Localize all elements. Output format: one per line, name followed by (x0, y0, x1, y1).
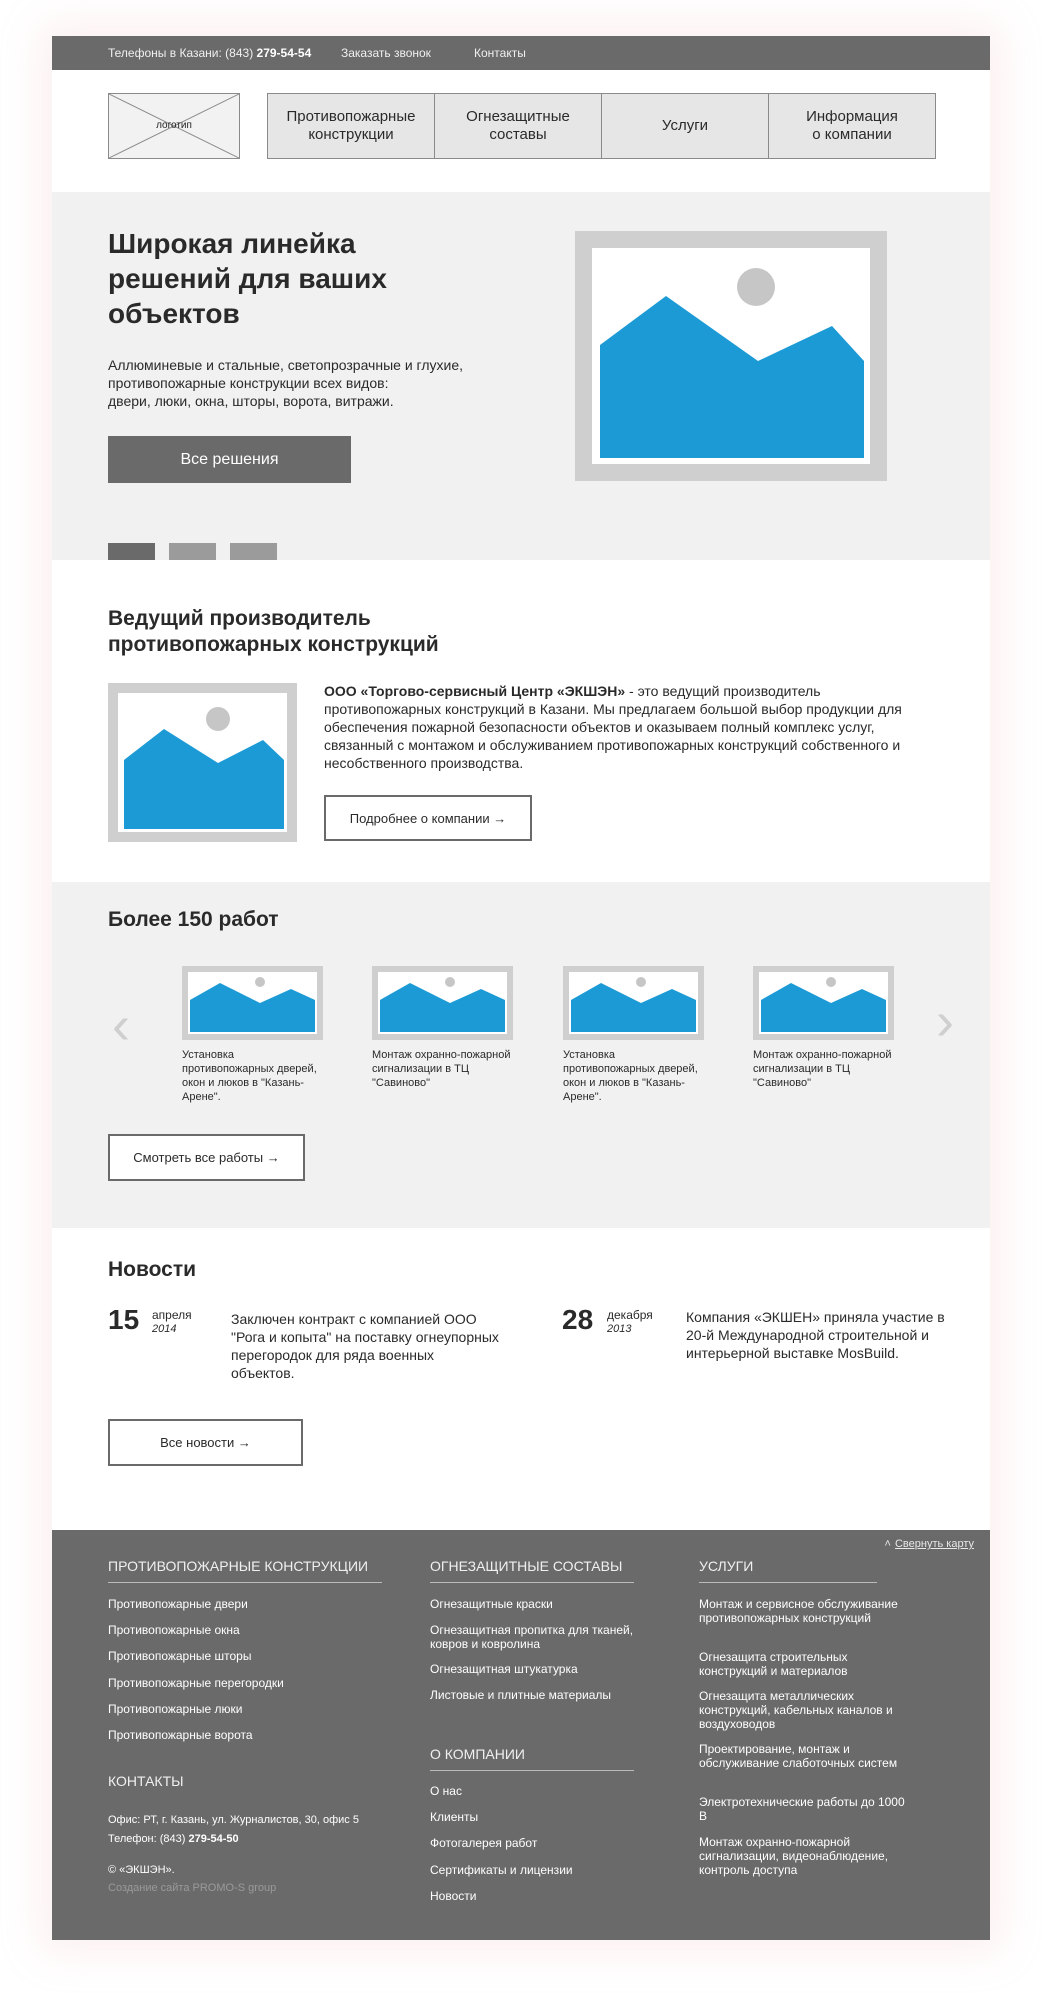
news-month: апреля (152, 1308, 192, 1322)
image-icon (563, 966, 704, 1040)
footer-link[interactable]: Листовые и плитные материалы (430, 1688, 611, 1702)
hero-text: Аллюминевые и стальные, светопрозрачные и глухие, противопожарные конструкции всех видов: двери, люки, окна, шторы, ворота, витражи. (108, 357, 463, 409)
footer-link[interactable]: Проектирование, монтаж и обслуживание слаботочных систем (699, 1742, 898, 1770)
callback-link[interactable]: Заказать звонок (341, 46, 431, 60)
news-day: 28 (562, 1304, 594, 1335)
footer-copyright: © «ЭКШЭН». (108, 1864, 175, 1876)
news-text[interactable]: Заключен контракт с компанией ООО "Рога и копыта" на поставку огнеупорных перегородок для ряда военных объектов. (231, 1311, 499, 1381)
company-name: ООО «Торгово-сервисный Центр «ЭКШЭН» (324, 683, 626, 699)
nav-services[interactable]: Услуги (602, 94, 769, 158)
about-image-placeholder (108, 683, 297, 842)
logo-label: логотип (156, 120, 192, 131)
footer-phone-label: Телефон: (108, 1833, 157, 1845)
nav-about-company[interactable]: Информация о компании (806, 108, 898, 143)
phones-label: Телефоны в Казани: (108, 46, 222, 60)
image-icon (753, 966, 894, 1040)
slide-dot-3[interactable] (230, 543, 277, 560)
about-text (324, 682, 914, 772)
chevron-right-icon[interactable]: › (936, 991, 954, 1051)
nav-fire-constructions[interactable]: Противопожарные конструкции (268, 94, 435, 158)
image-icon (108, 683, 297, 842)
top-bar (52, 36, 990, 70)
phone-number[interactable]: 279-54-54 (256, 46, 312, 60)
about-title: Ведущий производитель противопожарных конструкций (108, 607, 439, 656)
all-works-button[interactable]: Смотреть все работы → (108, 1134, 305, 1181)
phone-code: (843) (225, 46, 254, 60)
image-icon (575, 231, 887, 481)
work-caption-4[interactable]: Монтаж охранно-пожарной сигнализации в ТЦ "Савиново" (753, 1049, 892, 1089)
slide-dot-1[interactable] (108, 543, 155, 560)
footer-link[interactable]: Огнезащитная пропитка для тканей, ковров и ковролина (430, 1623, 634, 1651)
news-year: 2014 (152, 1323, 177, 1335)
work-image-2[interactable] (372, 966, 513, 1040)
footer-link[interactable]: О нас (430, 1784, 462, 1798)
footer-link[interactable]: Огнезащита строительных конструкций и материалов (699, 1650, 848, 1678)
nav-fireproof-compounds[interactable]: Огнезащитные составы (435, 94, 602, 158)
all-news-button[interactable]: Все новости → (108, 1419, 303, 1466)
work-caption-1[interactable]: Установка противопожарных дверей, окон и люков в "Казань-Арене". (182, 1049, 317, 1103)
footer-col1-title[interactable]: ПРОТИВОПОЖАРНЫЕ КОНСТРУКЦИИ (108, 1558, 369, 1574)
image-icon (182, 966, 323, 1040)
footer-link[interactable]: Противопожарные шторы (108, 1649, 252, 1663)
hero-slider (52, 192, 990, 560)
more-about-company-button[interactable]: Подробнее о компании → (324, 795, 532, 841)
hero-image-placeholder (575, 231, 887, 481)
footer-link[interactable]: Фотогалерея работ (430, 1836, 538, 1850)
about-description: - это ведущий производитель противопожарных конструкций в Казани. Мы предлагаем большой выбор продукции для обеспечения пожарной безопасности объектов и оказываем полный комплекс услуг, связанный с монтажом и обслуживанием противопожарных конструкций собственного и несобственного производства. (324, 683, 902, 771)
main-nav (267, 93, 936, 159)
footer-col4-title[interactable]: УСЛУГИ (699, 1558, 754, 1574)
work-image-4[interactable] (753, 966, 894, 1040)
footer-link[interactable]: Противопожарные ворота (108, 1728, 253, 1742)
chevron-left-icon[interactable]: ‹ (112, 995, 130, 1055)
footer-address: Офис: РТ, г. Казань, ул. Журналистов, 30, офис 5 (108, 1814, 359, 1826)
footer-contacts-title: КОНТАКТЫ (108, 1773, 184, 1789)
news-month: декабря (607, 1308, 653, 1322)
footer-link[interactable]: Огнезащитные краски (430, 1597, 553, 1611)
footer-link[interactable]: Огнезащитная штукатурка (430, 1662, 578, 1676)
all-solutions-button[interactable]: Все решения (108, 436, 351, 483)
image-icon (372, 966, 513, 1040)
footer-link[interactable]: Электротехнические работы до 1000 В (699, 1795, 905, 1823)
work-caption-2[interactable]: Монтаж охранно-пожарной сигнализации в ТЦ "Савиново" (372, 1049, 511, 1089)
work-image-3[interactable] (563, 966, 704, 1040)
chevron-up-icon: ˄ (884, 1538, 891, 1550)
footer-link[interactable]: Монтаж и сервисное обслуживание противопожарных конструкций (699, 1597, 898, 1625)
works-section (52, 882, 990, 1228)
footer-link[interactable]: Огнезащита металлических конструкций, кабельных каналов и воздуховодов (699, 1689, 893, 1731)
news-day: 15 (108, 1304, 140, 1335)
news-text[interactable]: Компания «ЭКШЕН» приняла участие в 20-й Международной строительной и интерьерной выставке MosBuild. (686, 1309, 945, 1361)
contacts-link[interactable]: Контакты (474, 46, 526, 60)
footer-phone-code: (843) (159, 1833, 186, 1845)
work-image-1[interactable] (182, 966, 323, 1040)
hero-title: Широкая линейка решений для ваших объектов (108, 228, 387, 329)
footer-phone (108, 1833, 239, 1845)
slide-dot-2[interactable] (169, 543, 216, 560)
footer-link[interactable]: Клиенты (430, 1810, 479, 1824)
news-year: 2013 (607, 1323, 632, 1335)
footer-col3-title[interactable]: О КОМПАНИИ (430, 1746, 525, 1762)
collapse-map-label: Свернуть карту (894, 1538, 974, 1550)
footer-link[interactable]: Противопожарные перегородки (108, 1676, 284, 1690)
footer-link[interactable]: Противопожарные люки (108, 1702, 243, 1716)
collapse-map-link[interactable] (885, 1538, 974, 1550)
footer-link[interactable]: Противопожарные двери (108, 1597, 248, 1611)
works-title: Более 150 работ (108, 908, 279, 931)
footer-credit[interactable]: Создание сайта PROMO-S group (108, 1882, 277, 1894)
logo[interactable] (108, 93, 240, 159)
phone-info (108, 46, 311, 60)
footer-phone-number[interactable]: 279-54-50 (188, 1833, 239, 1845)
footer-link[interactable]: Противопожарные окна (108, 1623, 240, 1637)
work-caption-3[interactable]: Установка противопожарных дверей, окон и люков в "Казань-Арене". (563, 1049, 698, 1103)
footer-link[interactable]: Новости (430, 1889, 477, 1903)
footer-col2-title[interactable]: ОГНЕЗАЩИТНЫЕ СОСТАВЫ (430, 1558, 623, 1574)
footer (52, 1530, 990, 1940)
page (52, 36, 990, 1940)
footer-link[interactable]: Сертификаты и лицензии (430, 1863, 573, 1877)
footer-link[interactable]: Монтаж охранно-пожарной сигнализации, видеонаблюдение, контроль доступа (699, 1835, 889, 1877)
news-title: Новости (108, 1258, 197, 1281)
